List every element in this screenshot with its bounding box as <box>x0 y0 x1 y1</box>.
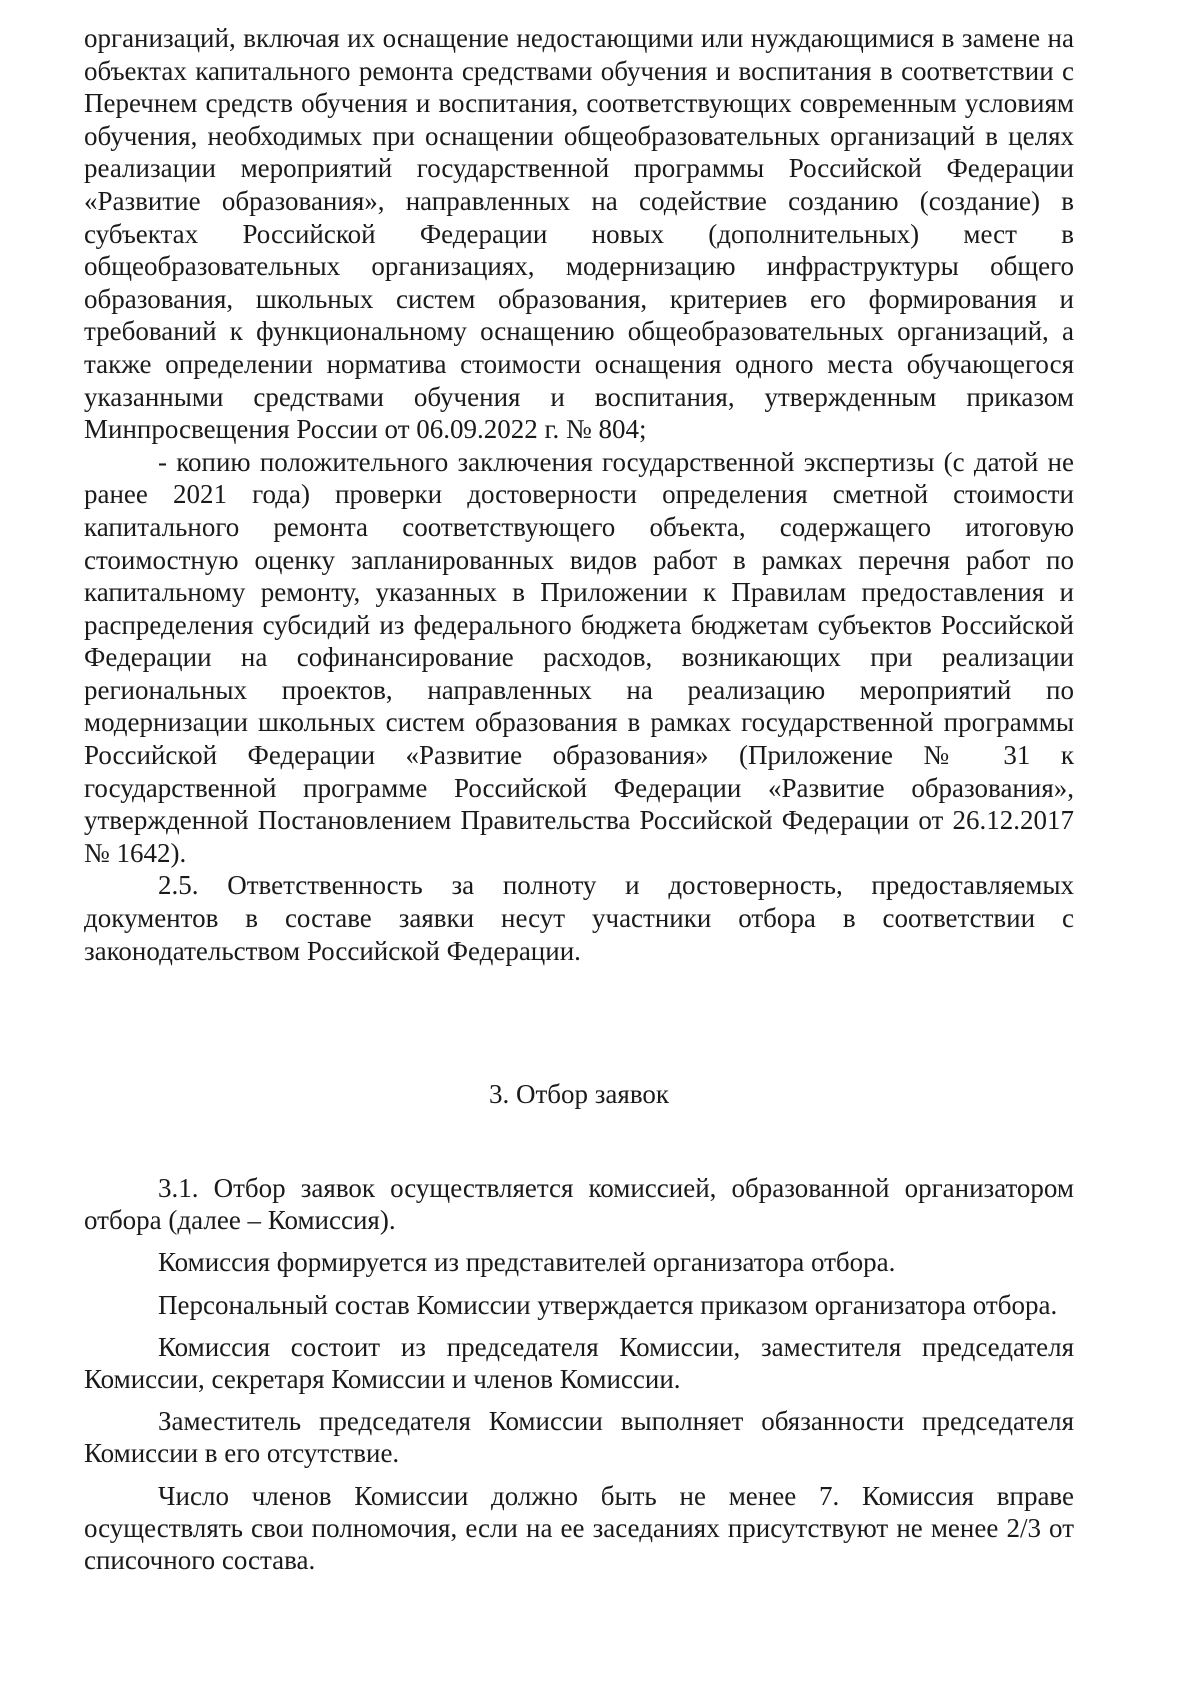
paragraph-deputy-chair: Заместитель председателя Комиссии выполняет обязанности председателя Комиссии в его отсутствие. <box>84 1406 1074 1469</box>
paragraph-commission-members: Комиссия состоит из председателя Комиссии, заместителя председателя Комиссии, секретаря Комиссии и членов Комиссии. <box>84 1331 1074 1395</box>
paragraph-quorum: Число членов Комиссии должно быть не менее 7. Комиссия вправе осуществлять свои полномочия, если на ее заседаниях присутствуют не менее 2/3 от списочного состава. <box>84 1480 1074 1576</box>
section-heading: 3. Отбор заявок <box>488 1079 670 1109</box>
paragraph-2-5-responsibility: 2.5. Ответственность за полноту и достоверность, предоставляемых документов в составе заявки несут участники отбора в соответствии с законодательством Российской Федерации. <box>84 870 1074 966</box>
paragraph-commission-composition-approved: Персональный состав Комиссии утверждается приказом организатора отбора. <box>158 1289 1058 1320</box>
paragraph-commission-formed: Комиссия формируется из представителей организатора отбора. <box>158 1247 896 1278</box>
paragraph-3-1-selection: 3.1. Отбор заявок осуществляется комиссией, образованной организатором отбора (далее – Комиссия). <box>84 1173 1074 1236</box>
text-block-top <box>84 22 1074 967</box>
text-block-bottom <box>84 1172 1074 1576</box>
paragraph-equipment-list: организаций, включая их оснащение недостающими или нуждающимися в замене на объектах капитального ремонта средствами обучения и воспитания в соответствии с Перечнем средств обучения и воспитания, соответствующих современным условиям обучения, необходимых при оснащении общеобразовательных организаций в целях реализации мероприятий государственной программы Российской Федерации «Развитие образования», направленных на содействие созданию (создание) в субъектах Российской Федерации новых (дополнительных) мест в общеобразовательных организациях, модернизацию инфраструктуры общего образования, школьных систем образования, критериев его формирования и требований к функциональному оснащению общеобразовательных организаций, а также определении норматива стоимости оснащения одного места обучающегося указанными средствами обучения и воспитания, утвержденным приказом Минпросвещения России от 06.09.2022 г. № 804; <box>84 23 1074 445</box>
paragraph-expertise-copy: - копию положительного заключения государственной экспертизы (с датой не ранее 2021 года) проверки достоверности определения сметной стоимости капитального ремонта соответствующего объекта, содержащего итоговую стоимостную оценку запланированных видов работ в рамках перечня работ по капитальному ремонту, указанных в Приложении к Правилам предоставления и распределения субсидий из федерального бюджета бюджетам субъектов Российской Федерации на софинансирование расходов, возникающих при реализации региональных проектов, направленных на реализацию мероприятий по модернизации школьных систем образования в рамках государственной программы Российской Федерации «Развитие образования» (Приложение № 31 к государственной программе Российской Федерации «Развитие образования», утвержденной Постановлением Правительства Российской Федерации от 26.12.2017 № 1642). <box>84 446 1074 868</box>
